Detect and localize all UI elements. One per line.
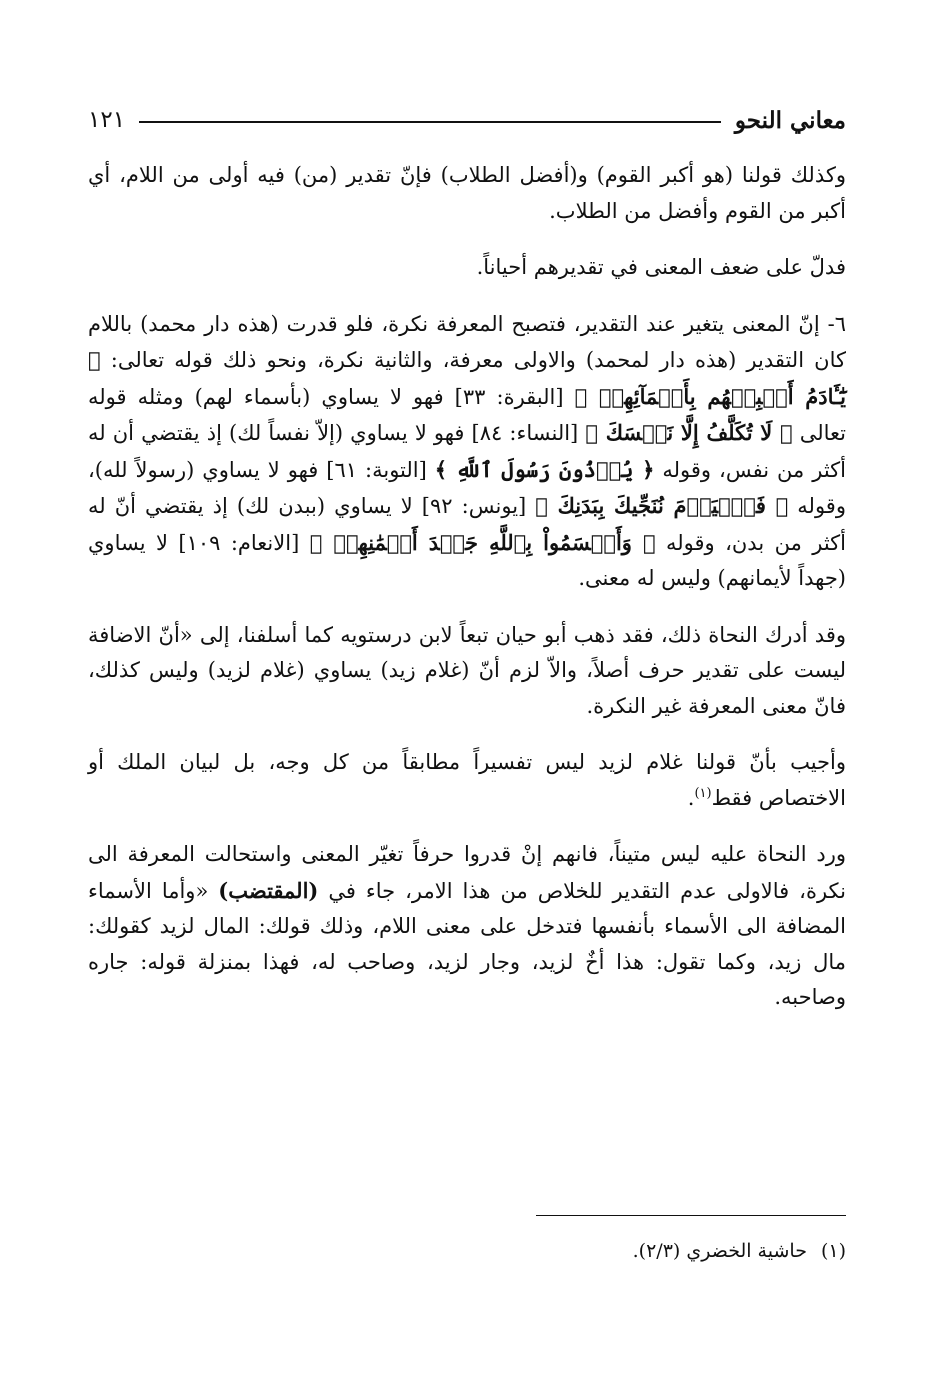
paragraph-3 [88, 307, 846, 597]
paragraph-6 [88, 837, 846, 1016]
paragraph-3-text-2: [البقرة: ٣٣] فهو لا يساوي (بأسماء لهم) ومثله قوله تعالى [88, 384, 846, 445]
quran-verse-2: ﴿ لَا تُكَلَّفُ إِلَّا نَفۡسَكَ ﴾ [585, 420, 793, 445]
main-text [88, 158, 846, 1037]
paragraph-3-text-3: [النساء: ٨٤] فهو لا يساوي (إلاّ نفساً لك) إذ يقتضي أن له أكثر من نفس، وقوله [88, 421, 846, 482]
paragraph-5-text: وأجيب بأنّ قولنا غلام لزيد ليس تفسيراً مطابقاً من كل وجه، بل لبيان الملك أو الاختصاص فقط [88, 750, 846, 810]
footnote-reference[interactable]: (١) [694, 785, 712, 801]
quran-verse-1: ﴿ يَٰٓـَٔادَمُ أَنۢبِئۡهُم بِأَسۡمَآئِهِمۡ ﴾ [88, 347, 846, 409]
paragraph-3-text-4: [التوبة: ٦١] فهو لا يساوي (رسولاً لله)، وقوله [88, 457, 846, 518]
page-header [88, 100, 846, 140]
page-number: ١٢١ [88, 107, 126, 133]
paragraph-2: فدلّ على ضعف المعنى في تقديرهم أحياناً. [476, 255, 846, 279]
quran-verse-3: ﴿ يُؤۡذُونَ رَسُولَ ٱللَّهِ ﴾ [434, 456, 655, 482]
paragraph-5 [88, 745, 846, 816]
paragraph-3-text-5: [يونس: ٩٢] لا يساوي (ببدن لك) إذ يقتضي أنّ له أكثر من بدن، وقوله [88, 494, 846, 555]
footnote-number: (١) [820, 1240, 846, 1262]
quran-verse-5: ﴿ وَأَقۡسَمُواْ بِٱللَّهِ جَهۡدَ أَيۡمَٰنِهِمۡ ﴾ [309, 529, 656, 555]
footnote-text: حاشية الخضري (٢/٣). [632, 1240, 807, 1262]
quran-verse-4: ﴿ فَٱلۡيَوۡمَ نُنَجِّيكَ بِبَدَنِكَ ﴾ [535, 493, 789, 518]
running-title: معاني النحو [734, 106, 846, 134]
book-title-muqtadab: (المقتضب) [218, 877, 319, 903]
footnote-separator [536, 1215, 846, 1216]
paragraph-4: وقد أدرك النحاة ذلك، فقد ذهب أبو حيان تبعاً لابن درستويه كما أسلفنا، إلى «أنّ الاضافة ليست على تقدير حرف أصلاً، والاّ لزم أنّ (غلام زيد) يساوي (غلام لزيد) وليس كذلك، فانّ معنى المعرفة غير النكرة. [88, 622, 846, 718]
paragraph-1: وكذلك قولنا (هو أكبر القوم) و(أفضل الطلاب) فإنّ تقدير (من) فيه أولى من اللام، أي أكبر من القوم وأفضل من الطلاب. [88, 163, 846, 223]
paragraph-6-text-2: «وأما الأسماء المضافة الى الأسماء بأنفسها فتدخل على معنى اللام، وذلك قولك: المال لزيد كقولك: مال زيد، وكما تقول: هذا أخٌ لزيد، وجار لزيد، وصاحب له، فهذا بمنزلة قوله: جاره وصاحبه. [88, 878, 846, 1009]
paragraph-6-text-1: ورد النحاة عليه ليس متيناً، فانهم إنْ قدروا حرفاً تغيّر المعنى واستحالت المعرفة الى نكرة، فالاولى عدم التقدير للخلاص من هذا الامر، جاء في [88, 842, 846, 903]
paragraph-3-text-1: ٦- إنّ المعنى يتغير عند التقدير، فتصبح المعرفة نكرة، فلو قدرت (هذه دار محمد) باللام كان التقدير (هذه دار لمحمد) والاولى معرفة، والثانية نكرة، ونحو ذلك قوله تعالى: [88, 311, 846, 372]
footnote [88, 1236, 846, 1266]
header-rule [139, 121, 721, 123]
paragraph-3-text-6: [الانعام: ١٠٩] لا يساوي (جهداً لأيمانهم) وليس له معنى. [88, 530, 846, 590]
paragraph-5-end: . [687, 785, 695, 810]
